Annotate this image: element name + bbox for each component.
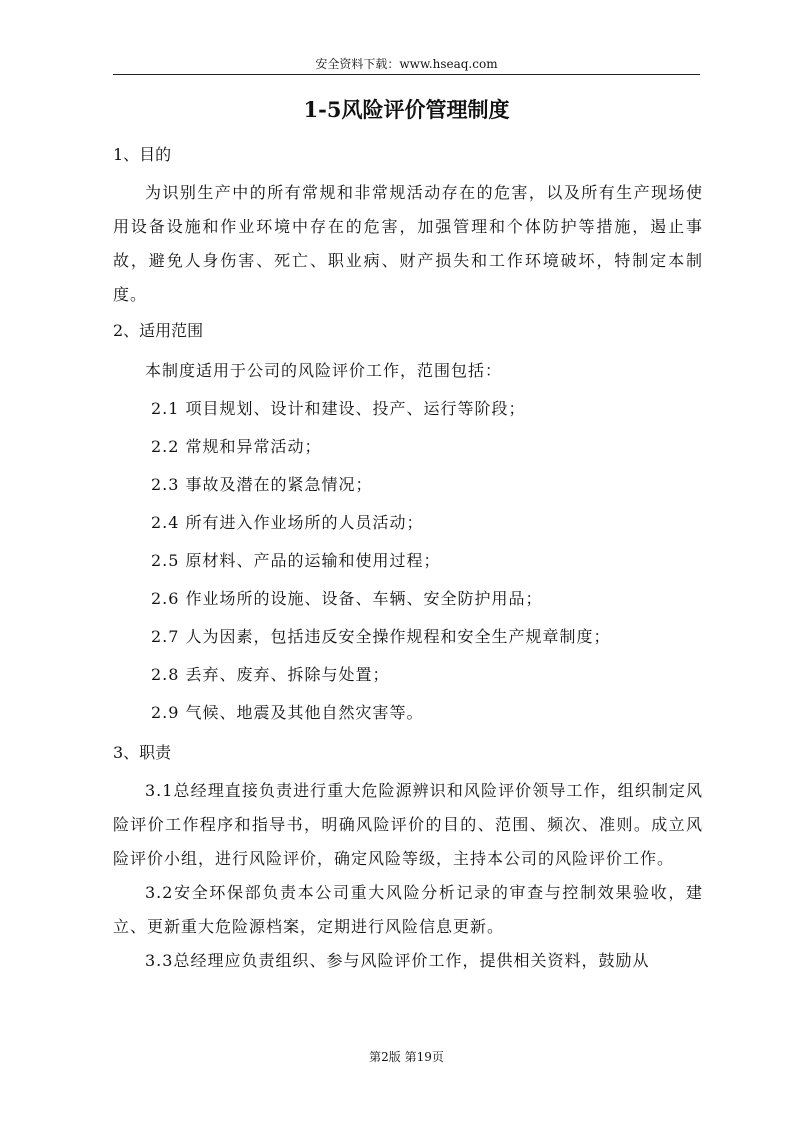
section-heading-responsibilities: 3、职责 xyxy=(113,743,172,762)
scope-item-2-6: 2.6 作业场所的设施、设备、车辆、安全防护用品； xyxy=(151,589,543,608)
responsibility-paragraph-3-1: 3.1总经理直接负责进行重大危险源辨识和风险评价领导工作，组织制定风险评价工作程序和指导书，明确风险评价的目的、范围、频次、准则。成立风险评价小组，进行风险评价，确定风险等级，主持本公司的风险评价工作。 xyxy=(113,781,703,868)
scope-item-2-3: 2.3 事故及潜在的紧急情况； xyxy=(151,475,373,494)
scope-item-2-8: 2.8 丢弃、废弃、拆除与处置； xyxy=(151,665,390,684)
header-rule xyxy=(113,74,700,75)
scope-item-2-2: 2.2 常规和异常活动； xyxy=(151,437,322,456)
page-header: 安全资料下载：www.hseaq.com xyxy=(315,57,498,71)
scope-item-2-1: 2.1 项目规划、设计和建设、投产、运行等阶段； xyxy=(151,399,526,418)
document-title: 1-5风险评价管理制度 xyxy=(303,97,510,122)
purpose-paragraph: 为识别生产中的所有常规和非常规活动存在的危害，以及所有生产现场使用设备设施和作业环境中存在的危害，加强管理和个体防护等措施，遏止事故，避免人身伤害、死亡、职业病、财产损失和工作环境破坏，特制定本制度。 xyxy=(113,183,703,304)
section-heading-scope: 2、适用范围 xyxy=(113,321,204,340)
document-body xyxy=(113,138,703,978)
responsibility-paragraph-3-2: 3.2安全环保部负责本公司重大风险分析记录的审查与控制效果验收，建立、更新重大危险源档案，定期进行风险信息更新。 xyxy=(113,883,703,936)
scope-item-2-5: 2.5 原材料、产品的运输和使用过程； xyxy=(151,551,441,570)
scope-item-2-4: 2.4 所有进入作业场所的人员活动； xyxy=(151,513,424,532)
responsibility-paragraph-3-3: 3.3总经理应负责组织、参与风险评价工作，提供相关资料，鼓励从 xyxy=(145,951,650,970)
scope-item-2-7: 2.7 人为因素，包括违反安全操作规程和安全生产规章制度； xyxy=(151,627,611,646)
section-heading-purpose: 1、目的 xyxy=(113,145,172,164)
page-footer: 第2版 第19页 xyxy=(369,1050,444,1064)
scope-intro: 本制度适用于公司的风险评价工作，范围包括： xyxy=(145,361,503,380)
scope-item-2-9: 2.9 气候、地震及其他自然灾害等。 xyxy=(151,703,424,722)
